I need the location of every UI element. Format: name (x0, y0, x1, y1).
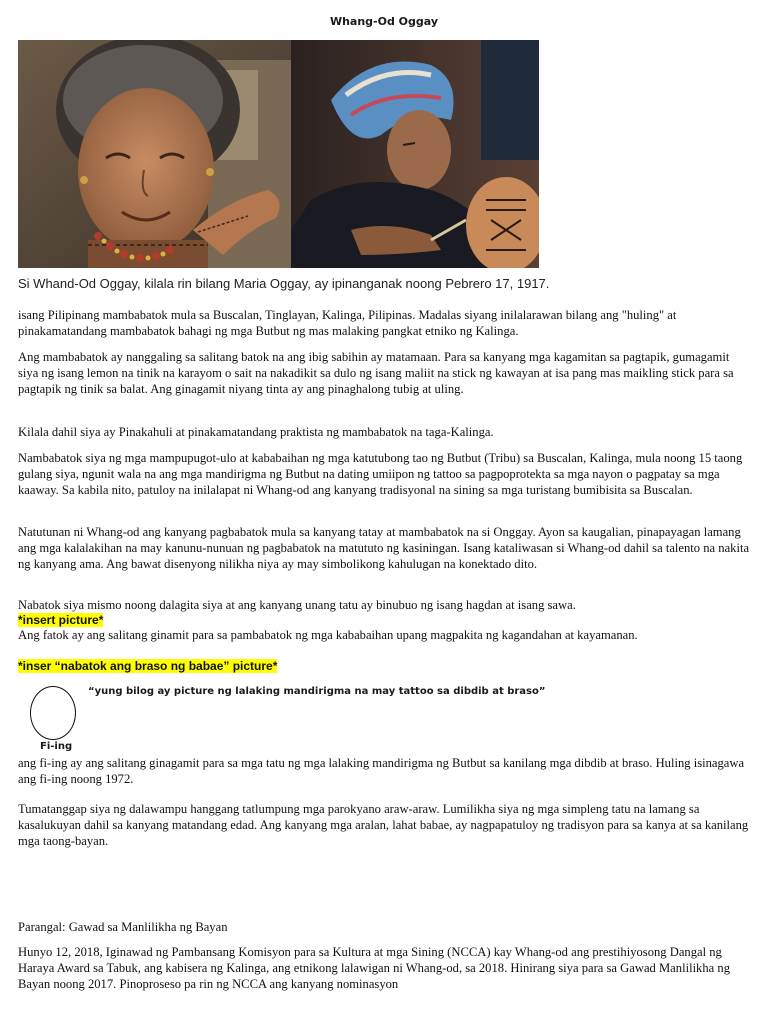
paragraph-mambabatok: Ang mambabatok ay nanggaling sa salitang batok na ang ibig sabihin ay matamaan. Para sa kanyang mga kagamitan sa pagtapik, gumagamit siya ng isang lemon na tinik na karayom o sait na nakadikit sa dulo ng isang maliit na stick ng kawayan at isa pang mas maikling stick para sa pagtapik ng tinik sa balat. Ang ginagamit niyang tinta ay ang pinaghalong tubig at uling. (18, 350, 734, 397)
insert-braso-picture-marker: *inser “nabatok ang braso ng babae” picture* (18, 659, 278, 673)
insert-picture-marker: *insert picture* (18, 613, 104, 627)
tattooing-photo (291, 40, 539, 268)
circle-note: “yung bilog ay picture ng lalaking mandirigma na may tattoo sa dibdib at braso” (88, 686, 546, 697)
photo-caption: Si Whand-Od Oggay, kilala rin bilang Maria Oggay, ay ipinanganak noong Pebrero 17, 1917. (18, 276, 550, 291)
paragraph-kilala: Kilala dahil siya ay Pinakahuli at pinakamatandang praktista ng mambabatok na taga-Kalinga. (18, 425, 494, 439)
circle-label: Fi-ing (40, 741, 73, 752)
paragraph-intro: isang Pilipinang mambabatok mula sa Buscalan, Tinglayan, Kalinga, Pilipinas. Madalas siyang inilalarawan bilang ang "huling" at pinakamatandang mambabatok bahagi ng mga Butbut ng mas malaking pangkat etniko ng Kalinga. (18, 308, 677, 339)
paragraph-fi-ing: ang fi-ing ay ang salitang ginagamit para sa mga tatu ng mga lalaking mandirigma ng Butbut sa kanilang mga dibdib at braso. Huling isinagawa ang fi-ing noong 1972. (18, 756, 745, 787)
paragraph-parangal-heading: Parangal: Gawad sa Manlilikha ng Bayan (18, 920, 228, 934)
paragraph-nambabatok: Nambabatok siya ng mga mampupugot-ulo at kababaihan ng mga katutubong tao ng Butbut (Tribu) sa Buscalan, Kalinga, mula noong 15 taong gulang siya, ngunit wala na ang mga mandirigma ng Butbut na dating umiipon ng tattoo sa pagpoprotekta sa mga nayon o pagpatay sa mga kaaway. Sa kabila nito, patuloy na inilalapat ni Whang-od ang kanyang tradisyonal na sining sa mga turistang bumibisita sa Buscalan. (18, 451, 743, 498)
paragraph-fatok: Ang fatok ay ang salitang ginamit para sa pambabatok ng mga kababaihan upang magpakita ng kagandahan at kayamanan. (18, 628, 638, 642)
paragraph-nabatok: Nabatok siya mismo noong dalagita siya at ang kanyang unang tatu ay binubuo ng isang hagdan at isang sawa. (18, 598, 576, 612)
paragraph-natutunan: Natutunan ni Whang-od ang kanyang pagbabatok mula sa kanyang tatay at mambabatok na si Onggay. Ayon sa kaugalian, pinapayagan lamang ang mga kalalakihan na may kanunu-nunuan ng pagbabatok na matututo ng kasiningan. Isang kataliwasan si Whang-od dahil sa talento na nakita ng kanyang ama. Ang bawat disenyong nilikha niya ay may simbolikong kahulugan na konektado dito. (18, 525, 750, 572)
document-title: Whang-Od Oggay (329, 15, 439, 28)
warrior-picture-placeholder-circle (30, 686, 76, 740)
portrait-photo (18, 40, 291, 268)
paragraph-tumatanggap: Tumatanggap siya ng dalawampu hanggang tatlumpung mga parokyano araw-araw. Lumilikha siya ng mga simpleng tatu na lamang sa kasalukuyan dahil sa kanyang matandang edad. Ang kanyang mga aralan, lahat babae, ay nagpapatuloy ng tradisyon para sa kanya at sa kanilang mga taong-bayan. (18, 802, 749, 849)
paragraph-hunyo: Hunyo 12, 2018, Iginawad ng Pambansang Komisyon para sa Kultura at mga Sining (NCCA) kay Whang-od ang prestihiyosong Dangal ng Haraya Award sa Tabuk, ang kabisera ng Kalinga, ang etnikong lalawigan ni Whang-od, sa 2018. Hinirang siya para sa Gawad Manlilikha ng Bayan noong 2017. Pinoproseso pa rin ng NCCA ang kanyang nominasyon (18, 945, 730, 992)
